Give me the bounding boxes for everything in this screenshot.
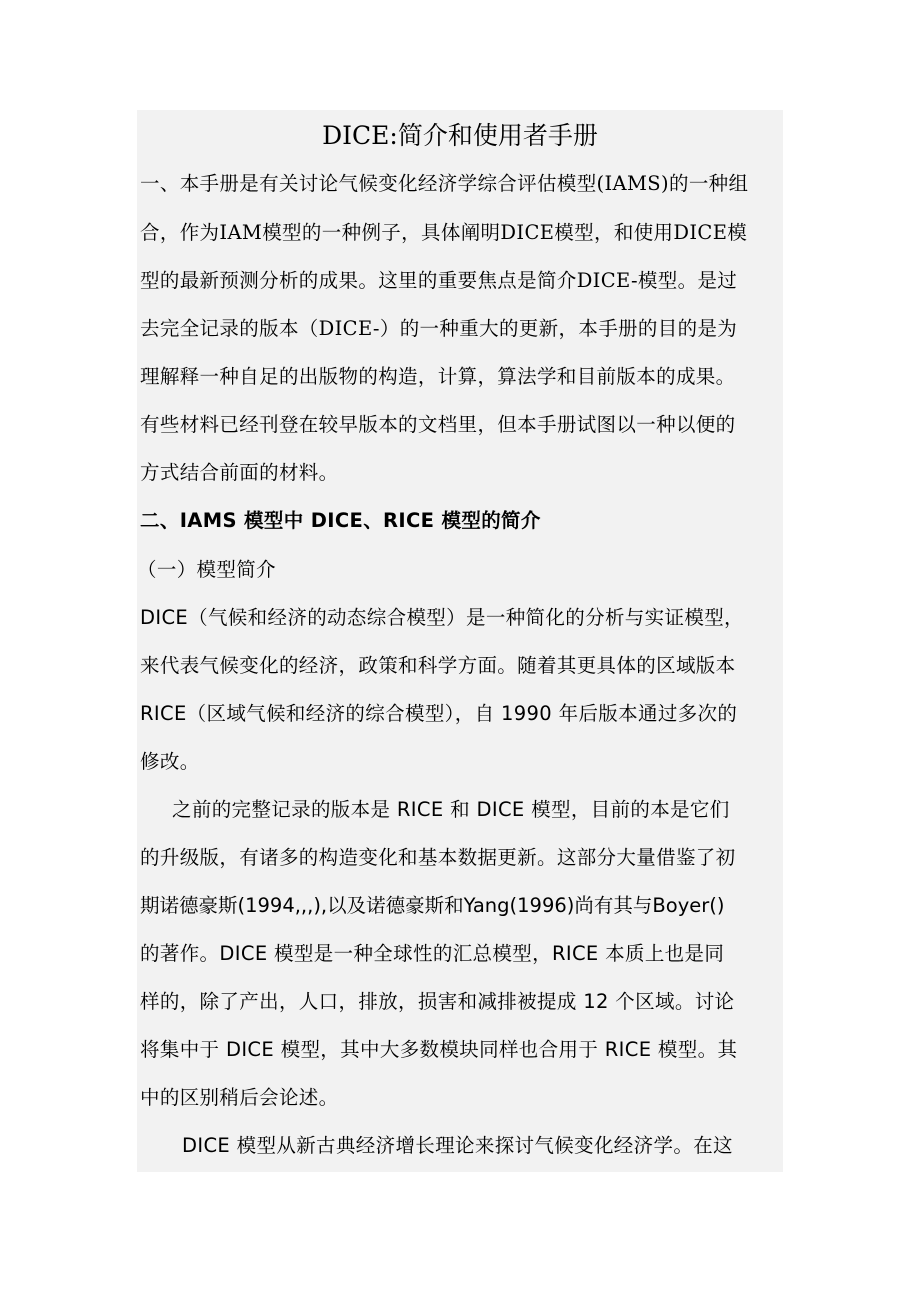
paragraph-3-line: 的著作。DICE 模型是一种全球性的汇总模型，RICE 本质上也是同 — [140, 942, 725, 965]
paragraph-3-line: 之前的完整记录的版本是 RICE 和 DICE 模型，目前的本是它们 — [172, 798, 730, 821]
paragraph-1-line: 理解释一种自足的出版物的构造，计算，算法学和目前版本的成果。 — [140, 365, 736, 388]
paragraph-1-line: 一、本手册是有关讨论气候变化经济学综合评估模型(IAMS)的一种组 — [140, 172, 749, 195]
paragraph-2-line: 修改。 — [140, 750, 200, 773]
section-heading: 二、IAMS 模型中 DICE、RICE 模型的简介 — [140, 509, 541, 532]
paragraph-1-line: 有些材料已经刊登在较早版本的文档里，但本手册试图以一种以便的 — [140, 413, 736, 436]
paragraph-3-line: 将集中于 DICE 模型，其中大多数模块同样也合用于 RICE 模型。其 — [140, 1038, 738, 1061]
paragraph-1-line: 去完全记录的版本（DICE-）的一种重大的更新，本手册的目的是为 — [140, 317, 738, 340]
paragraph-4-line: DICE 模型从新古典经济增长理论来探讨气候变化经济学。在这 — [182, 1134, 733, 1157]
document-title: DICE:简介和使用者手册 — [322, 121, 598, 150]
paragraph-1-line: 合，作为IAM模型的一种例子，具体阐明DICE模型，和使用DICE模 — [140, 221, 748, 244]
paragraph-3-line: 的升级版，有诸多的构造变化和基本数据更新。这部分大量借鉴了初 — [140, 846, 736, 869]
paragraph-1-line: 型的最新预测分析的成果。这里的重要焦点是简介DICE-模型。是过 — [140, 269, 738, 292]
paragraph-2-line: RICE（区域气候和经济的综合模型），自 1990 年后版本通过多次的 — [140, 702, 738, 725]
paragraph-3-line: 样的，除了产出，人口，排放，损害和减排被提成 12 个区域。讨论 — [140, 990, 735, 1013]
paragraph-2-line: 来代表气候变化的经济，政策和科学方面。随着其更具体的区域版本 — [140, 654, 736, 677]
document-page — [137, 110, 783, 1172]
paragraph-2-line: DICE（气候和经济的动态综合模型）是一种简化的分析与实证模型， — [140, 606, 744, 629]
paragraph-1-line: 方式结合前面的材料。 — [140, 461, 339, 484]
paragraph-3-line: 中的区别稍后会论述。 — [140, 1086, 339, 1109]
subsection-heading: （一）模型简介 — [137, 558, 276, 581]
paragraph-3-line: 期诺德豪斯(1994,,,),以及诺德豪斯和Yang(1996)尚有其与Boyer() — [140, 894, 725, 917]
